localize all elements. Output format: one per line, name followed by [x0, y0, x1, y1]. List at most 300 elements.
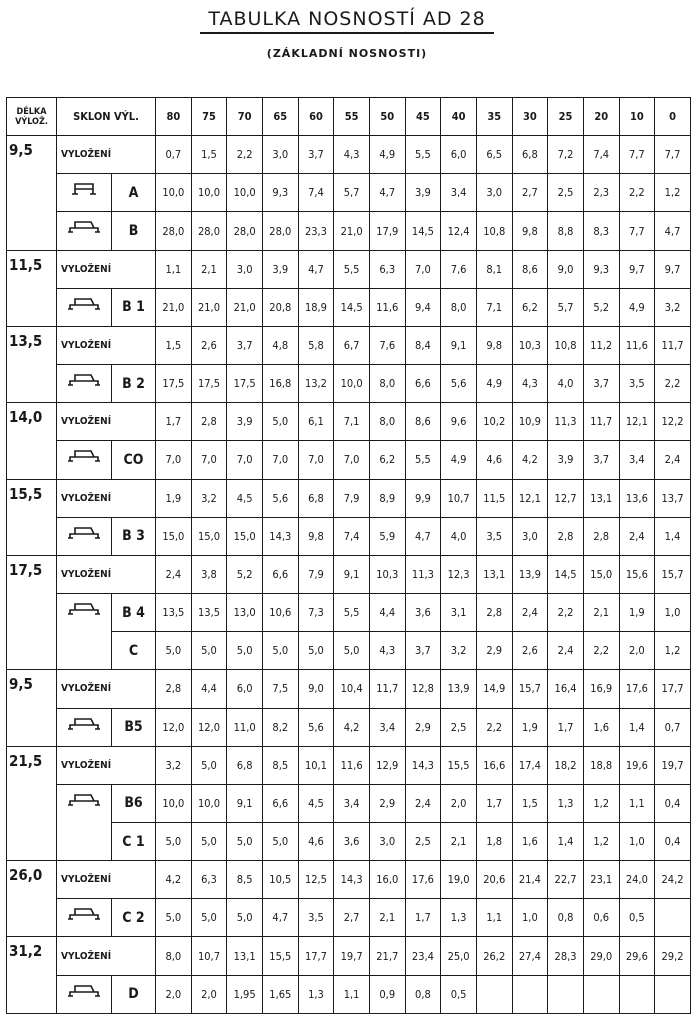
- value-cell: 13,9: [441, 670, 477, 708]
- table-row: [7, 555, 691, 593]
- value-cell: 21,7: [369, 937, 405, 975]
- value-cell: 4,2: [334, 708, 370, 746]
- delka-cell: 31,2: [7, 937, 57, 1013]
- table-row: [7, 670, 691, 708]
- vylozeni-label: VYLOŽENÍ: [57, 479, 156, 517]
- value-cell: 9,1: [227, 784, 263, 822]
- value-cell: 25,0: [441, 937, 477, 975]
- header-angle: 10: [619, 98, 655, 136]
- table-row: [7, 212, 691, 250]
- value-cell: 8,3: [583, 212, 619, 250]
- value-cell: 13,0: [227, 594, 263, 632]
- vylozeni-label: VYLOŽENÍ: [57, 670, 156, 708]
- value-cell: 5,6: [441, 365, 477, 403]
- value-cell: 13,1: [227, 937, 263, 975]
- value-cell: 1,7: [405, 899, 441, 937]
- value-cell: 21,0: [227, 288, 263, 326]
- value-cell: 10,2: [476, 403, 512, 441]
- value-cell: 13,5: [156, 594, 192, 632]
- outrigger-icon: [67, 598, 101, 618]
- header-angle: 70: [227, 98, 263, 136]
- config-label: B 3: [112, 517, 156, 555]
- value-cell: 5,5: [334, 594, 370, 632]
- value-cell: 16,8: [262, 365, 298, 403]
- value-cell: 3,4: [334, 784, 370, 822]
- value-cell: 4,4: [369, 594, 405, 632]
- icon-cell: [57, 365, 112, 403]
- value-cell: 7,0: [227, 441, 263, 479]
- value-cell: 17,9: [369, 212, 405, 250]
- value-cell: 1,7: [548, 708, 584, 746]
- vylozeni-label: VYLOŽENÍ: [57, 136, 156, 174]
- value-cell: 2,8: [583, 517, 619, 555]
- value-cell: 18,9: [298, 288, 334, 326]
- value-cell: 5,0: [156, 899, 192, 937]
- config-label: B5: [112, 708, 156, 746]
- outrigger-icon: [67, 369, 101, 389]
- value-cell: 3,4: [441, 174, 477, 212]
- value-cell: 22,7: [548, 861, 584, 899]
- value-cell: 3,7: [583, 441, 619, 479]
- value-cell: 4,5: [298, 784, 334, 822]
- value-cell: 5,2: [227, 555, 263, 593]
- value-cell: 3,1: [441, 594, 477, 632]
- value-cell: 11,7: [583, 403, 619, 441]
- value-cell: 23,3: [298, 212, 334, 250]
- value-cell: [476, 975, 512, 1013]
- vylozeni-label: VYLOŽENÍ: [57, 746, 156, 784]
- value-cell: 3,7: [583, 365, 619, 403]
- value-cell: 13,1: [583, 479, 619, 517]
- value-cell: 8,6: [512, 250, 548, 288]
- value-cell: 0,8: [548, 899, 584, 937]
- value-cell: 8,1: [476, 250, 512, 288]
- value-cell: 4,9: [619, 288, 655, 326]
- value-cell: 17,6: [405, 861, 441, 899]
- header-angle: 35: [476, 98, 512, 136]
- table-row: [7, 708, 691, 746]
- value-cell: 6,2: [512, 288, 548, 326]
- value-cell: 7,6: [369, 326, 405, 364]
- value-cell: 7,0: [156, 441, 192, 479]
- value-cell: 14,3: [405, 746, 441, 784]
- value-cell: [655, 899, 691, 937]
- value-cell: 2,8: [191, 403, 227, 441]
- value-cell: 16,6: [476, 746, 512, 784]
- value-cell: 1,0: [655, 594, 691, 632]
- table-row: [7, 288, 691, 326]
- capacity-table: [6, 97, 691, 1014]
- delka-cell: 14,0: [7, 403, 57, 479]
- value-cell: 16,9: [583, 670, 619, 708]
- value-cell: 5,0: [334, 632, 370, 670]
- value-cell: 2,1: [369, 899, 405, 937]
- value-cell: 3,0: [262, 136, 298, 174]
- value-cell: 4,9: [441, 441, 477, 479]
- value-cell: 1,1: [476, 899, 512, 937]
- icon-cell: [57, 441, 112, 479]
- value-cell: 10,0: [191, 174, 227, 212]
- value-cell: 8,5: [262, 746, 298, 784]
- icon-cell: [57, 174, 112, 212]
- table-row: [7, 136, 691, 174]
- page-title: [0, 8, 694, 34]
- header-angle: 40: [441, 98, 477, 136]
- value-cell: 1,95: [227, 975, 263, 1013]
- value-cell: 14,3: [262, 517, 298, 555]
- value-cell: 0,8: [405, 975, 441, 1013]
- value-cell: 11,0: [227, 708, 263, 746]
- value-cell: 6,6: [262, 784, 298, 822]
- value-cell: 10,8: [476, 212, 512, 250]
- value-cell: 1,9: [619, 594, 655, 632]
- value-cell: 7,4: [334, 517, 370, 555]
- header-angle: 20: [583, 98, 619, 136]
- value-cell: 0,4: [655, 822, 691, 860]
- value-cell: 10,0: [191, 784, 227, 822]
- value-cell: 1,1: [156, 250, 192, 288]
- config-label: B 4: [112, 594, 156, 632]
- value-cell: 5,8: [298, 326, 334, 364]
- value-cell: 12,9: [369, 746, 405, 784]
- value-cell: 0,7: [156, 136, 192, 174]
- config-label: B6: [112, 784, 156, 822]
- value-cell: 5,6: [262, 479, 298, 517]
- value-cell: 2,4: [156, 555, 192, 593]
- value-cell: 9,1: [334, 555, 370, 593]
- outrigger-icon: [67, 789, 101, 809]
- value-cell: 1,2: [655, 174, 691, 212]
- value-cell: 12,5: [298, 861, 334, 899]
- value-cell: 4,3: [369, 632, 405, 670]
- value-cell: 6,3: [369, 250, 405, 288]
- value-cell: 6,1: [298, 403, 334, 441]
- outrigger-icon: [67, 522, 101, 542]
- table-row: [7, 174, 691, 212]
- value-cell: 2,2: [583, 632, 619, 670]
- outrigger-icon: [67, 713, 101, 733]
- value-cell: 15,0: [191, 517, 227, 555]
- header-angle: 65: [262, 98, 298, 136]
- delka-cell: 21,5: [7, 746, 57, 860]
- value-cell: 3,2: [655, 288, 691, 326]
- config-label: C: [112, 632, 156, 670]
- value-cell: 15,6: [619, 555, 655, 593]
- value-cell: 6,7: [334, 326, 370, 364]
- icon-cell: [57, 594, 112, 670]
- value-cell: 7,7: [655, 136, 691, 174]
- value-cell: 4,5: [227, 479, 263, 517]
- value-cell: 3,2: [191, 479, 227, 517]
- value-cell: 19,7: [655, 746, 691, 784]
- value-cell: 7,0: [191, 441, 227, 479]
- crane-frame-a-icon: [67, 178, 101, 198]
- value-cell: 6,6: [405, 365, 441, 403]
- value-cell: 1,6: [512, 822, 548, 860]
- value-cell: 2,0: [156, 975, 192, 1013]
- value-cell: 4,2: [156, 861, 192, 899]
- value-cell: 5,0: [227, 822, 263, 860]
- value-cell: 2,2: [655, 365, 691, 403]
- value-cell: 9,8: [298, 517, 334, 555]
- value-cell: 1,65: [262, 975, 298, 1013]
- value-cell: 15,7: [512, 670, 548, 708]
- value-cell: 10,3: [369, 555, 405, 593]
- value-cell: 4,2: [512, 441, 548, 479]
- value-cell: 16,4: [548, 670, 584, 708]
- value-cell: 5,0: [227, 632, 263, 670]
- value-cell: 1,3: [548, 784, 584, 822]
- value-cell: 2,0: [191, 975, 227, 1013]
- icon-cell: [57, 899, 112, 937]
- value-cell: 7,0: [262, 441, 298, 479]
- value-cell: 28,0: [262, 212, 298, 250]
- value-cell: 12,4: [441, 212, 477, 250]
- value-cell: 12,2: [655, 403, 691, 441]
- value-cell: [548, 975, 584, 1013]
- value-cell: 0,4: [655, 784, 691, 822]
- value-cell: 6,6: [262, 555, 298, 593]
- value-cell: 29,0: [583, 937, 619, 975]
- value-cell: 2,6: [512, 632, 548, 670]
- value-cell: 2,4: [655, 441, 691, 479]
- value-cell: 6,8: [512, 136, 548, 174]
- value-cell: 2,7: [512, 174, 548, 212]
- value-cell: 11,3: [548, 403, 584, 441]
- config-label: CO: [112, 441, 156, 479]
- table-row: [7, 365, 691, 403]
- value-cell: 4,3: [512, 365, 548, 403]
- value-cell: 1,5: [512, 784, 548, 822]
- delka-cell: 9,5: [7, 136, 57, 250]
- value-cell: 8,9: [369, 479, 405, 517]
- value-cell: 21,0: [191, 288, 227, 326]
- value-cell: 19,0: [441, 861, 477, 899]
- value-cell: 5,7: [548, 288, 584, 326]
- value-cell: 1,9: [156, 479, 192, 517]
- value-cell: 12,7: [548, 479, 584, 517]
- value-cell: 23,1: [583, 861, 619, 899]
- value-cell: 1,9: [512, 708, 548, 746]
- value-cell: 5,0: [191, 822, 227, 860]
- value-cell: 1,3: [441, 899, 477, 937]
- value-cell: 12,3: [441, 555, 477, 593]
- value-cell: 6,2: [369, 441, 405, 479]
- value-cell: 12,1: [619, 403, 655, 441]
- value-cell: 8,0: [441, 288, 477, 326]
- value-cell: 2,3: [583, 174, 619, 212]
- value-cell: 17,4: [512, 746, 548, 784]
- table-row: [7, 250, 691, 288]
- value-cell: 10,0: [156, 174, 192, 212]
- value-cell: 5,0: [262, 632, 298, 670]
- value-cell: 7,3: [298, 594, 334, 632]
- value-cell: 5,9: [369, 517, 405, 555]
- config-label: D: [112, 975, 156, 1013]
- value-cell: 2,1: [441, 822, 477, 860]
- value-cell: 21,0: [156, 288, 192, 326]
- value-cell: 5,5: [334, 250, 370, 288]
- value-cell: 1,5: [156, 326, 192, 364]
- value-cell: 7,1: [476, 288, 512, 326]
- value-cell: 1,0: [512, 899, 548, 937]
- value-cell: 7,0: [405, 250, 441, 288]
- vylozeni-label: VYLOŽENÍ: [57, 250, 156, 288]
- value-cell: 14,5: [405, 212, 441, 250]
- value-cell: 4,7: [405, 517, 441, 555]
- table-row: [7, 441, 691, 479]
- value-cell: 13,1: [476, 555, 512, 593]
- value-cell: 9,3: [583, 250, 619, 288]
- value-cell: 7,4: [583, 136, 619, 174]
- outrigger-icon: [67, 903, 101, 923]
- value-cell: 5,6: [298, 708, 334, 746]
- value-cell: 1,4: [655, 517, 691, 555]
- value-cell: 6,0: [441, 136, 477, 174]
- value-cell: 3,7: [227, 326, 263, 364]
- table-row: [7, 594, 691, 632]
- value-cell: 2,1: [191, 250, 227, 288]
- value-cell: 1,6: [583, 708, 619, 746]
- value-cell: 13,7: [655, 479, 691, 517]
- header-angle: 55: [334, 98, 370, 136]
- value-cell: 5,0: [227, 899, 263, 937]
- value-cell: 21,4: [512, 861, 548, 899]
- value-cell: 8,0: [156, 937, 192, 975]
- value-cell: 3,7: [298, 136, 334, 174]
- icon-cell: [57, 708, 112, 746]
- value-cell: 8,4: [405, 326, 441, 364]
- value-cell: 7,2: [548, 136, 584, 174]
- value-cell: 15,0: [227, 517, 263, 555]
- value-cell: 14,3: [334, 861, 370, 899]
- value-cell: 2,8: [156, 670, 192, 708]
- value-cell: 8,6: [405, 403, 441, 441]
- icon-cell: [57, 784, 112, 860]
- value-cell: 2,5: [405, 822, 441, 860]
- vylozeni-label: VYLOŽENÍ: [57, 861, 156, 899]
- value-cell: 5,0: [262, 822, 298, 860]
- value-cell: 10,7: [191, 937, 227, 975]
- value-cell: 4,7: [298, 250, 334, 288]
- value-cell: [583, 975, 619, 1013]
- value-cell: 9,8: [512, 212, 548, 250]
- value-cell: 6,3: [191, 861, 227, 899]
- value-cell: 7,5: [262, 670, 298, 708]
- value-cell: 3,7: [405, 632, 441, 670]
- value-cell: 4,9: [369, 136, 405, 174]
- value-cell: 1,7: [476, 784, 512, 822]
- value-cell: 12,1: [512, 479, 548, 517]
- header-angle: 80: [156, 98, 192, 136]
- value-cell: 29,2: [655, 937, 691, 975]
- value-cell: 10,6: [262, 594, 298, 632]
- config-label: B: [112, 212, 156, 250]
- value-cell: 16,0: [369, 861, 405, 899]
- table-row: [7, 861, 691, 899]
- value-cell: 8,5: [227, 861, 263, 899]
- value-cell: 9,9: [405, 479, 441, 517]
- value-cell: 15,5: [441, 746, 477, 784]
- value-cell: 7,9: [334, 479, 370, 517]
- value-cell: 9,0: [548, 250, 584, 288]
- value-cell: 5,0: [191, 632, 227, 670]
- table-row: [7, 975, 691, 1013]
- value-cell: 7,9: [298, 555, 334, 593]
- icon-cell: [57, 212, 112, 250]
- header-angle: 50: [369, 98, 405, 136]
- table-row: [7, 937, 691, 975]
- page-title-text: TABULKA NOSNOSTÍ AD 28: [200, 8, 493, 34]
- value-cell: 1,2: [583, 822, 619, 860]
- value-cell: 8,0: [369, 403, 405, 441]
- value-cell: 3,4: [369, 708, 405, 746]
- value-cell: 2,0: [441, 784, 477, 822]
- value-cell: 19,6: [619, 746, 655, 784]
- value-cell: 11,6: [619, 326, 655, 364]
- value-cell: 15,5: [262, 937, 298, 975]
- value-cell: 12,0: [156, 708, 192, 746]
- value-cell: 2,9: [369, 784, 405, 822]
- outrigger-icon: [67, 980, 101, 1000]
- value-cell: 9,4: [405, 288, 441, 326]
- header-delka: DÉLKA VÝLOŽ.: [7, 98, 57, 136]
- table-row: [7, 784, 691, 822]
- value-cell: 15,0: [156, 517, 192, 555]
- table-row: [7, 746, 691, 784]
- value-cell: 10,3: [512, 326, 548, 364]
- value-cell: 27,4: [512, 937, 548, 975]
- value-cell: 10,9: [512, 403, 548, 441]
- value-cell: 9,1: [441, 326, 477, 364]
- value-cell: 4,0: [441, 517, 477, 555]
- value-cell: 3,9: [227, 403, 263, 441]
- value-cell: 10,1: [298, 746, 334, 784]
- config-label: B 2: [112, 365, 156, 403]
- value-cell: 13,9: [512, 555, 548, 593]
- value-cell: 12,0: [191, 708, 227, 746]
- value-cell: 11,2: [583, 326, 619, 364]
- value-cell: 0,5: [441, 975, 477, 1013]
- value-cell: 3,9: [405, 174, 441, 212]
- value-cell: 1,7: [156, 403, 192, 441]
- value-cell: 3,5: [476, 517, 512, 555]
- value-cell: 2,9: [405, 708, 441, 746]
- delka-cell: 15,5: [7, 479, 57, 555]
- value-cell: 1,2: [583, 784, 619, 822]
- value-cell: 1,8: [476, 822, 512, 860]
- value-cell: 9,7: [655, 250, 691, 288]
- header-angle: 45: [405, 98, 441, 136]
- value-cell: 3,5: [619, 365, 655, 403]
- outrigger-icon: [67, 445, 101, 465]
- value-cell: 4,6: [476, 441, 512, 479]
- value-cell: 1,2: [655, 632, 691, 670]
- value-cell: 19,7: [334, 937, 370, 975]
- value-cell: 3,9: [262, 250, 298, 288]
- value-cell: 7,0: [334, 441, 370, 479]
- value-cell: 7,4: [298, 174, 334, 212]
- value-cell: 28,0: [227, 212, 263, 250]
- value-cell: 2,9: [476, 632, 512, 670]
- value-cell: 9,8: [476, 326, 512, 364]
- value-cell: 11,7: [655, 326, 691, 364]
- value-cell: 4,8: [262, 326, 298, 364]
- value-cell: 2,4: [405, 784, 441, 822]
- value-cell: 3,0: [227, 250, 263, 288]
- config-label: C 2: [112, 899, 156, 937]
- value-cell: 11,6: [369, 288, 405, 326]
